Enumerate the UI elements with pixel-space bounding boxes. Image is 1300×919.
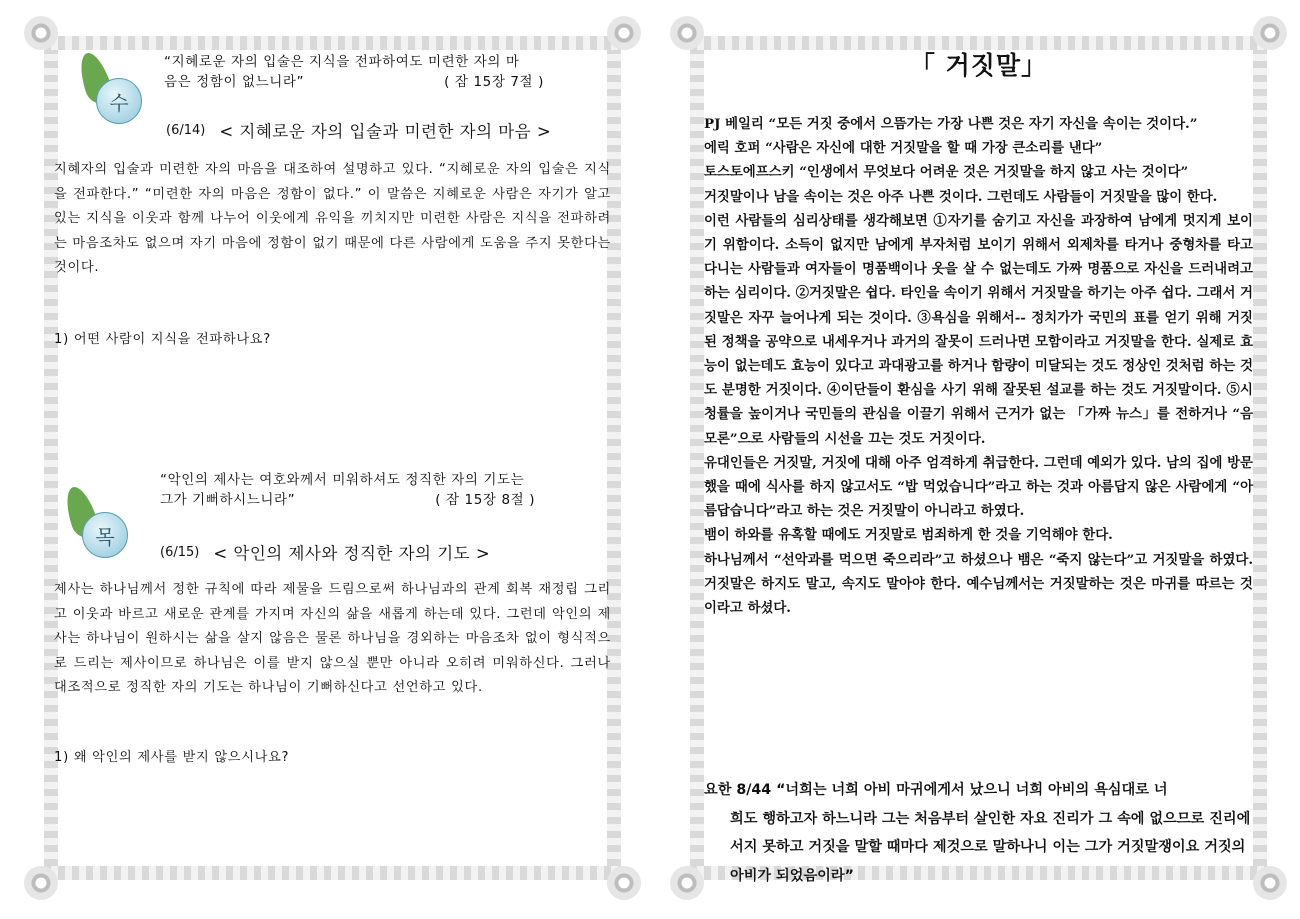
lily-badge-icon	[62, 484, 122, 562]
article-paragraph: 하나님께서 “선악과를 먹으면 죽으리라”고 하셨으나 뱀은 “죽지 않는다”고 거짓말을 하였다. 거짓말은 하지도 말고, 속지도 말아야 한다. 예수님께서는 거짓말하는 것은 마귀를 따르는 것이라고 하셨다.	[704, 551, 1253, 617]
scripture-line: 요한 8/44 “너희는 너희 아비 마귀에게서 났으니 너희 아비의 욕심대로 너	[704, 782, 1168, 798]
verse-line-end: 그가 기뻐하시느니라”	[160, 492, 296, 508]
entry-question: 1) 어떤 사람이 지식을 전파하나요?	[54, 332, 271, 347]
section-heading	[160, 540, 490, 564]
left-content	[54, 46, 611, 870]
article-paragraph: 유대인들은 거짓말, 거짓에 대해 아주 엄격하게 취급한다. 그런데 예외가 있다. 남의 집에 방문했을 때에 식사를 하지 않고서도 “밥 먹었습니다”라고 하는 것과 아름답지 않은 사람에게 “아름답습니다”라고 하는 것은 거짓말이 아니라고 하였다.	[704, 454, 1253, 520]
scripture-quote	[704, 776, 1253, 890]
flower-ornament-icon	[1253, 16, 1287, 50]
scripture-continuation: 희도 행하고자 하느니라 그는 처음부터 살인한 자요 진리가 그 속에 없으므로 진리에 서지 못하고 거짓을 말할 때마다 제것으로 말하나니 이는 그가 거짓말쟁이요 거짓의 아비가 되었음이라”	[730, 810, 1251, 884]
flower-ornament-icon	[670, 866, 704, 900]
verse-line-end: 음은 정함이 없느니라”	[164, 74, 305, 90]
flower-ornament-icon	[607, 16, 641, 50]
entry-body: 지혜자의 입술과 미련한 자의 마음을 대조하여 설명하고 있다. “지혜로운 자의 입술은 지식을 전파한다.” “미련한 자의 마음은 정함이 없다.” 이 말씀은 지혜로운 사람은 자기가 알고 있는 지식을 이웃과 함께 나누어 이웃에게 유익을 끼치지만 미련한 사람은 지식을 전파하려는 마음조차도 없으며 자기 마음에 정함이 없기 때문에 다른 사람에게 도움을 주지 못한다는 것이다.	[54, 162, 611, 275]
verse-quote	[160, 470, 535, 510]
verse-quote	[164, 52, 544, 92]
article-body	[704, 112, 1253, 620]
verse-line: “지혜로운 자의 입술은 지식을 전파하여도 미련한 자의 마	[164, 54, 520, 70]
entry-date: (6/14)	[166, 122, 206, 138]
flower-ornament-icon	[607, 866, 641, 900]
flower-ornament-icon	[24, 866, 58, 900]
article-paragraph: 토스토에프스키 “인생에서 무엇보다 어려운 것은 거짓말을 하지 않고 사는 것이다”	[704, 164, 1189, 181]
entry-body: 제사는 하나님께서 정한 규칙에 따라 제물을 드림으로써 하나님과의 관계 회복 재정립 그리고 이웃과 바르고 새로운 관계를 가지며 자신의 삶을 새롭게 하는데 있다. 그런데 악인의 제사는 하나님이 원하시는 삶을 살지 않음은 물론 하나님을 경외하는 마음조차 없이 형식적으로 드리는 제사이므로 하나님은 이를 받지 않으실 뿐만 아니라 오히려 미워하신다. 그러나 대조적으로 정직한 자의 기도는 하나님이 기뻐하신다고 선언하고 있다.	[54, 582, 611, 695]
entry-question: 1) 왜 악인의 제사를 받지 않으시나요?	[54, 750, 290, 765]
article-paragraph: 뱀이 하와를 유혹할 때에도 거짓말로 범죄하게 한 것을 기억해야 한다.	[704, 527, 1113, 544]
left-page	[30, 22, 635, 894]
verse-line	[160, 490, 535, 510]
article-paragraph: 에릭 호퍼 “사람은 자신에 대한 거짓말을 할 때 가장 큰소리를 낸다”	[704, 140, 1103, 157]
verse-line	[164, 72, 544, 92]
flower-ornament-icon	[670, 16, 704, 50]
article-paragraph: 이런 사람들의 심리상태를 생각해보면 ①자기를 숨기고 자신을 과장하여 남에게 멋지게 보이기 위함이다. 소득이 없지만 남에게 부자처럼 보이기 위해서 외제차를 타거나 중형차를 타고 다니는 사람들과 여자들이 명품백이나 옷을 살 수 없는데도 가짜 명품으로 자신을 드러내려고 하는 심리이다. ②거짓말은 쉽다. 타인을 속이기 위해서 거짓말을 하기는 아주 쉽다. 그래서 거짓말은 자꾸 늘어나게 되는 것이다. ③욕심을 위해서-- 정치가가 국민의 표를 얻기 위해 거짓된 정책을 공약으로 내세우거나 과거의 잘못이 드러나면 모함이라고 거짓말을 한다. 실제로 효능이 없는데도 효능이 있다고 과대광고를 하거나 함량이 미달되는 것도 정상인 것처럼 하는 것도 분명한 거짓이다. ④이단들이 환심을 사기 위해 잘못된 설교를 하는 것도 거짓말이다. ⑤시청률을 높이거나 국민들의 관심을 이끌기 위해서 근거가 없는 「가짜 뉴스」를 전하거나 “음모론”으로 사람들의 시선을 끄는 것도 거짓이다.	[704, 212, 1253, 447]
article-paragraph: PJ 베일리 “모든 거짓 중에서 으뜸가는 가장 나쁜 것은 자기 자신을 속이는 것이다.”	[704, 116, 1198, 132]
verse-reference: ( 잠 15장 7절 )	[444, 74, 544, 90]
right-page	[676, 22, 1281, 894]
entry-title: < 악인의 제사와 정직한 자의 기도 >	[213, 544, 491, 563]
lily-badge-icon	[76, 50, 136, 128]
page-title: 「 거짓말」	[909, 51, 1048, 80]
entry-date: (6/15)	[160, 544, 200, 560]
right-content	[700, 46, 1257, 884]
verse-line: “악인의 제사는 여호와께서 미워하셔도 정직한 자의 기도는	[160, 472, 525, 488]
flower-ornament-icon	[24, 16, 58, 50]
article-paragraph: 거짓말이나 남을 속이는 것은 아주 나쁜 것이다. 그런데도 사람들이 거짓말을 많이 한다.	[704, 188, 1218, 205]
day-badge: 목	[82, 512, 128, 558]
section-heading	[166, 118, 551, 142]
day-badge: 수	[96, 78, 142, 124]
flower-ornament-icon	[1253, 866, 1287, 900]
verse-reference: ( 잠 15장 8절 )	[435, 492, 536, 508]
entry-title: < 지혜로운 자의 입술과 미련한 자의 마음 >	[219, 122, 552, 141]
